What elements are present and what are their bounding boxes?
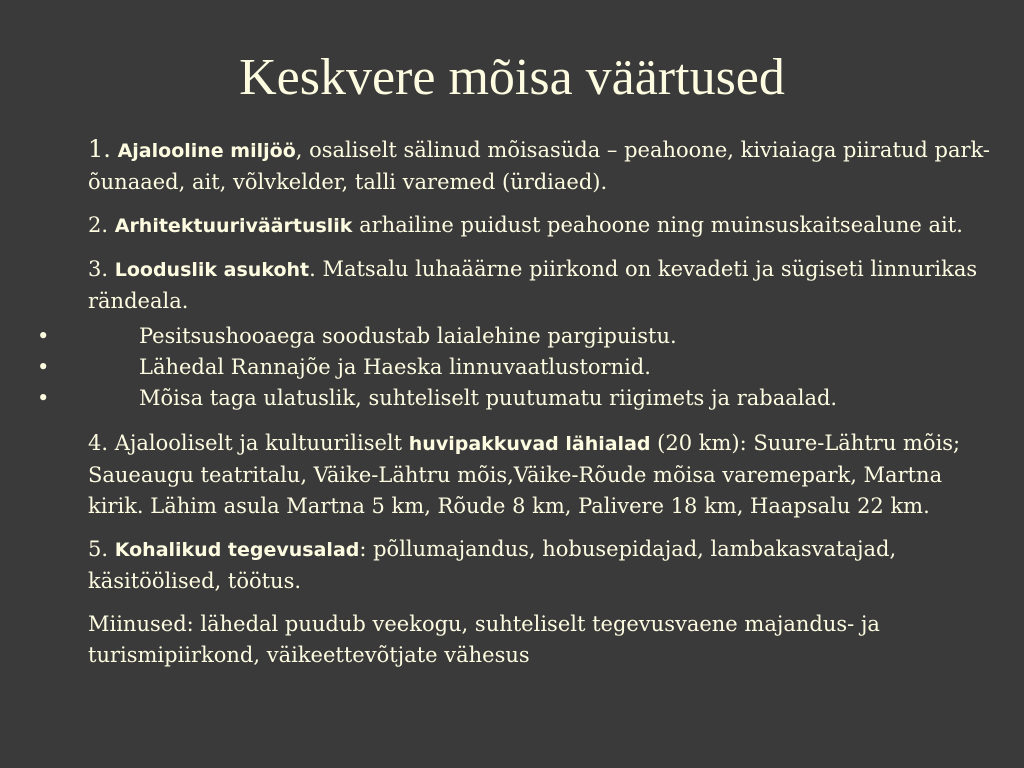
paragraph-historic-milieu bbox=[88, 134, 998, 198]
bullet-list bbox=[0, 321, 1024, 414]
paragraph-text: : põllumajandus, hobusepidajad, lambakasvatajad, käsitöölised, töötus. bbox=[88, 537, 897, 593]
paragraph-number: 2. bbox=[88, 213, 109, 237]
paragraph-number: 1. bbox=[88, 135, 111, 163]
paragraph-text-pre: 4. Ajalooliselt ja kultuuriliselt bbox=[88, 431, 409, 455]
bullet-item bbox=[0, 383, 1024, 414]
paragraph-heading: Ajalooline miljöö bbox=[117, 140, 296, 162]
bullet-item bbox=[0, 352, 1024, 383]
paragraph-text: , osaliselt sälinud mõisasüda – peahoone, kiviaiaga piiratud park-õunaaed, ait, võlvkelder, talli varemed (ürdiaed). bbox=[88, 138, 990, 194]
slide-title: Keskvere mõisa väärtused bbox=[239, 49, 785, 106]
paragraph-heading: Arhitektuuriväärtuslik bbox=[114, 215, 353, 237]
paragraph-text: arhailine puidust peahoone ning muinsuskaitsealune ait. bbox=[352, 213, 963, 237]
bullet-marker: • bbox=[37, 324, 50, 348]
paragraph-text: . Matsalu luhaäärne piirkond on kevadeti ja sügiseti linnurikas rändeala. bbox=[88, 257, 978, 313]
slide-body bbox=[0, 134, 1024, 683]
bullet-marker: • bbox=[37, 355, 50, 379]
bullet-text: Mõisa taga ulatuslik, suhteliselt puutumatu riigimets ja rabaalad. bbox=[139, 386, 838, 410]
paragraph-heading: Kohalikud tegevusalad bbox=[114, 539, 360, 561]
paragraph-text: (20 km): Suure-Lähtru mõis; Saueaugu teatritalu, Väike-Lähtru mõis,Väike-Rõude mõisa varemepark, Martna kirik. Lähim asula Martna 5 km, Rõude 8 km, Palivere 18 km, Haapsalu 22 km. bbox=[88, 431, 961, 518]
bullet-text: Pesitsushooaega soodustab laialehine pargipuistu. bbox=[139, 324, 677, 348]
paragraph-architecture bbox=[88, 210, 998, 242]
paragraph-minuses bbox=[88, 609, 998, 671]
paragraph-number: 5. bbox=[88, 537, 109, 561]
paragraph-local-activities bbox=[88, 534, 998, 597]
paragraph-number: 3. bbox=[88, 257, 109, 281]
bullet-marker: • bbox=[37, 386, 50, 410]
paragraph-nearby-attractions bbox=[88, 428, 998, 522]
paragraph-natural-location bbox=[88, 254, 998, 317]
bullet-item bbox=[0, 321, 1024, 352]
bullet-text: Lähedal Rannajõe ja Haeska linnuvaatlustornid. bbox=[139, 355, 651, 379]
paragraph-heading: huvipakkuvad lähialad bbox=[408, 433, 651, 455]
paragraph-heading: Looduslik asukoht bbox=[114, 259, 310, 281]
paragraph-text: Miinused: lähedal puudub veekogu, suhteliselt tegevusvaene majandus- ja turismipiirkond, väikeettevõtjate vähesus bbox=[88, 612, 880, 667]
